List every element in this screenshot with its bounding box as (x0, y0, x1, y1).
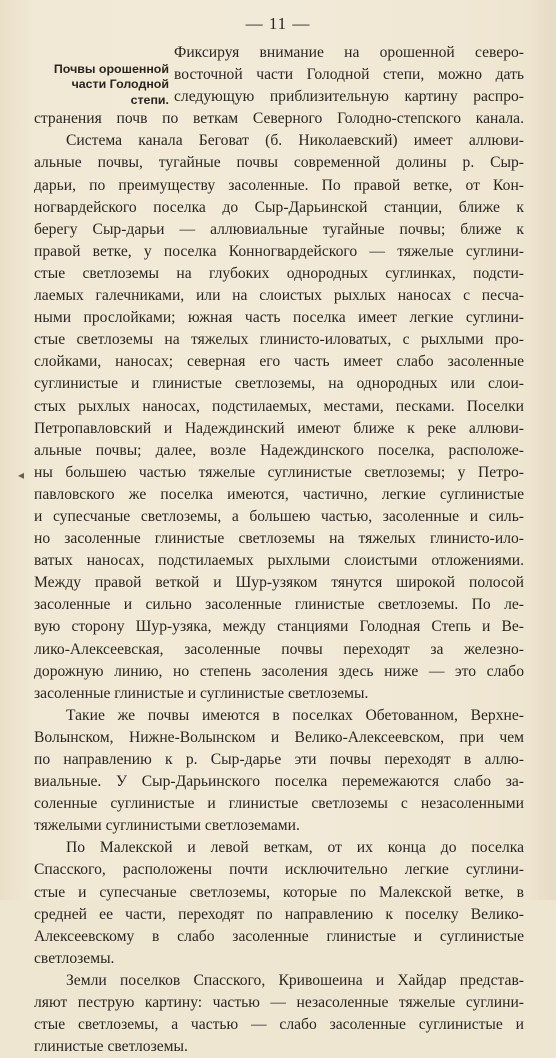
margin-mark: ◂ (18, 468, 25, 482)
text-line: восточной части Голодной степи, можно дать (174, 66, 524, 84)
text-line: тяжелыми суглинистыми светлоземами. (34, 817, 300, 835)
side-heading-line: части Голодной (71, 77, 169, 92)
text-line: Такие же почвы имеются в поселках Обетованном, Верхне- (66, 706, 524, 724)
page-number: — 11 — (245, 14, 311, 33)
text-line: стые светлоземы на глубоких однородных суглинках, подсти- (34, 264, 524, 282)
text-line: берегу Сыр-дарьи — аллювиальные тугайные почвы; ближе к (34, 220, 524, 238)
text-line: ными прослойками; южная часть поселка имеет легкие суглини- (34, 309, 524, 327)
text-line: суглинистые и глинистые светлоземы, на однородных или слои- (34, 375, 524, 393)
text-line: засоленные глинистые и суглинистые светлоземы. (34, 684, 369, 702)
text-line: альные почвы, тугайные почвы современной долины р. Сыр- (34, 154, 524, 172)
text-line: ватых наносах, подстилаемых рыхлыми слоистыми отложениями. (34, 552, 524, 570)
text-line: По Малекской и левой веткам, от их конца до поселка (66, 839, 524, 857)
text-line: вую сторону Шур-узяка, между станциями Голодная Степь и Ве- (34, 618, 524, 636)
text-line: виальные. У Сыр-Дарьинского поселка перемежаются слабо за- (34, 773, 524, 791)
text-line: лико-Алексеевская, засоленные почвы переходят за железно- (34, 640, 524, 658)
body-text (34, 42, 524, 1058)
text-line: Волынском, Нижне-Волынском и Велико-Алексеевском, при чем (34, 728, 524, 746)
text-line: слойками, наносах; северная его часть имеет слабо засоленные (34, 353, 524, 371)
text-line: дорожную линию, но степень засоления здесь ниже — это слабо (34, 662, 524, 680)
text-line: Спасского, расположены почти исключительно легкие суглини- (34, 861, 524, 879)
text-line: стых рыхлых наносах, подстилаемых, местами, песками. Поселки (34, 397, 524, 415)
text-line: средней ее части, переходят по направлению к поселку Велико- (34, 905, 524, 923)
text-line: стые светлоземы, а частью — слабо засоленные суглинистые и (34, 1016, 524, 1034)
text-line: ляют пеструю картину: частью — незасоленные тяжелые суглини- (34, 994, 524, 1012)
text-line: Система канала Беговат (б. Николаевский) имеет аллюви- (66, 132, 524, 150)
text-line: и супесчаные светлоземы, а большею частью, засоленные и силь- (34, 507, 524, 525)
text-line: Фиксируя внимание на орошенной северо- (174, 44, 524, 61)
text-line: Петропавловский и Надеждинский имеют ближе к реке аллюви- (34, 419, 524, 437)
text-line: лаемых галечниками, или на слоистых рыхлых наносах с песча- (34, 287, 524, 305)
text-line: дарьи, по преимуществу засоленные. По правой ветке, от Кон- (34, 176, 524, 194)
text-line: Между правой веткой и Шур-узяком тянутся широкой полосой (34, 574, 524, 592)
text-line: правой ветке, у поселка Конногвардейского — тяжелые суглини- (34, 242, 524, 260)
text-line: стые и супесчаные светлоземы, которые по Малекской ветке, в (34, 883, 524, 901)
side-heading-line: степи. (130, 92, 169, 107)
text-line: стые светлоземы на тяжелых глинисто-иловатых, с рыхлыми про- (34, 331, 524, 349)
text-line: Земли поселков Спасского, Кривошеина и Хайдар представ- (66, 971, 524, 989)
text-line: Алексеевскому в слабо засоленные глинистые и суглинистые (34, 927, 524, 945)
text-line: глинистые светлоземы. (34, 1038, 188, 1056)
side-heading-line: Почвы орошенной (53, 62, 169, 76)
text-line: ногвардейского поселка до Сыр-Дарьинской станции, ближе к (34, 198, 524, 216)
text-line: засоленные и сильно засоленные глинистые светлоземы. По ле- (34, 596, 524, 614)
text-line: павловского же поселка имеются, частично, легкие суглинистые (34, 485, 524, 503)
text-line: странения почв по веткам Северного Голодно-степского канала. (34, 110, 524, 128)
text-line: но засоленные глинистые светлоземы на тяжелых глинисто-ило- (34, 530, 524, 548)
text-line: альные почвы; далее, возле Надеждинского поселка, расположе- (34, 441, 524, 459)
text-line: следующую приблизительную картину распро- (174, 88, 524, 106)
text-line: по направлению к р. Сыр-дарье эти почвы переходят в аллю- (34, 751, 524, 768)
text-line: ны большею частью тяжелые суглинистые светлоземы; у Петро- (34, 463, 524, 481)
text-line: соленные суглинистые и глинистые светлоземы с незасоленными (34, 795, 524, 813)
text-line: светлоземы. (34, 949, 115, 967)
